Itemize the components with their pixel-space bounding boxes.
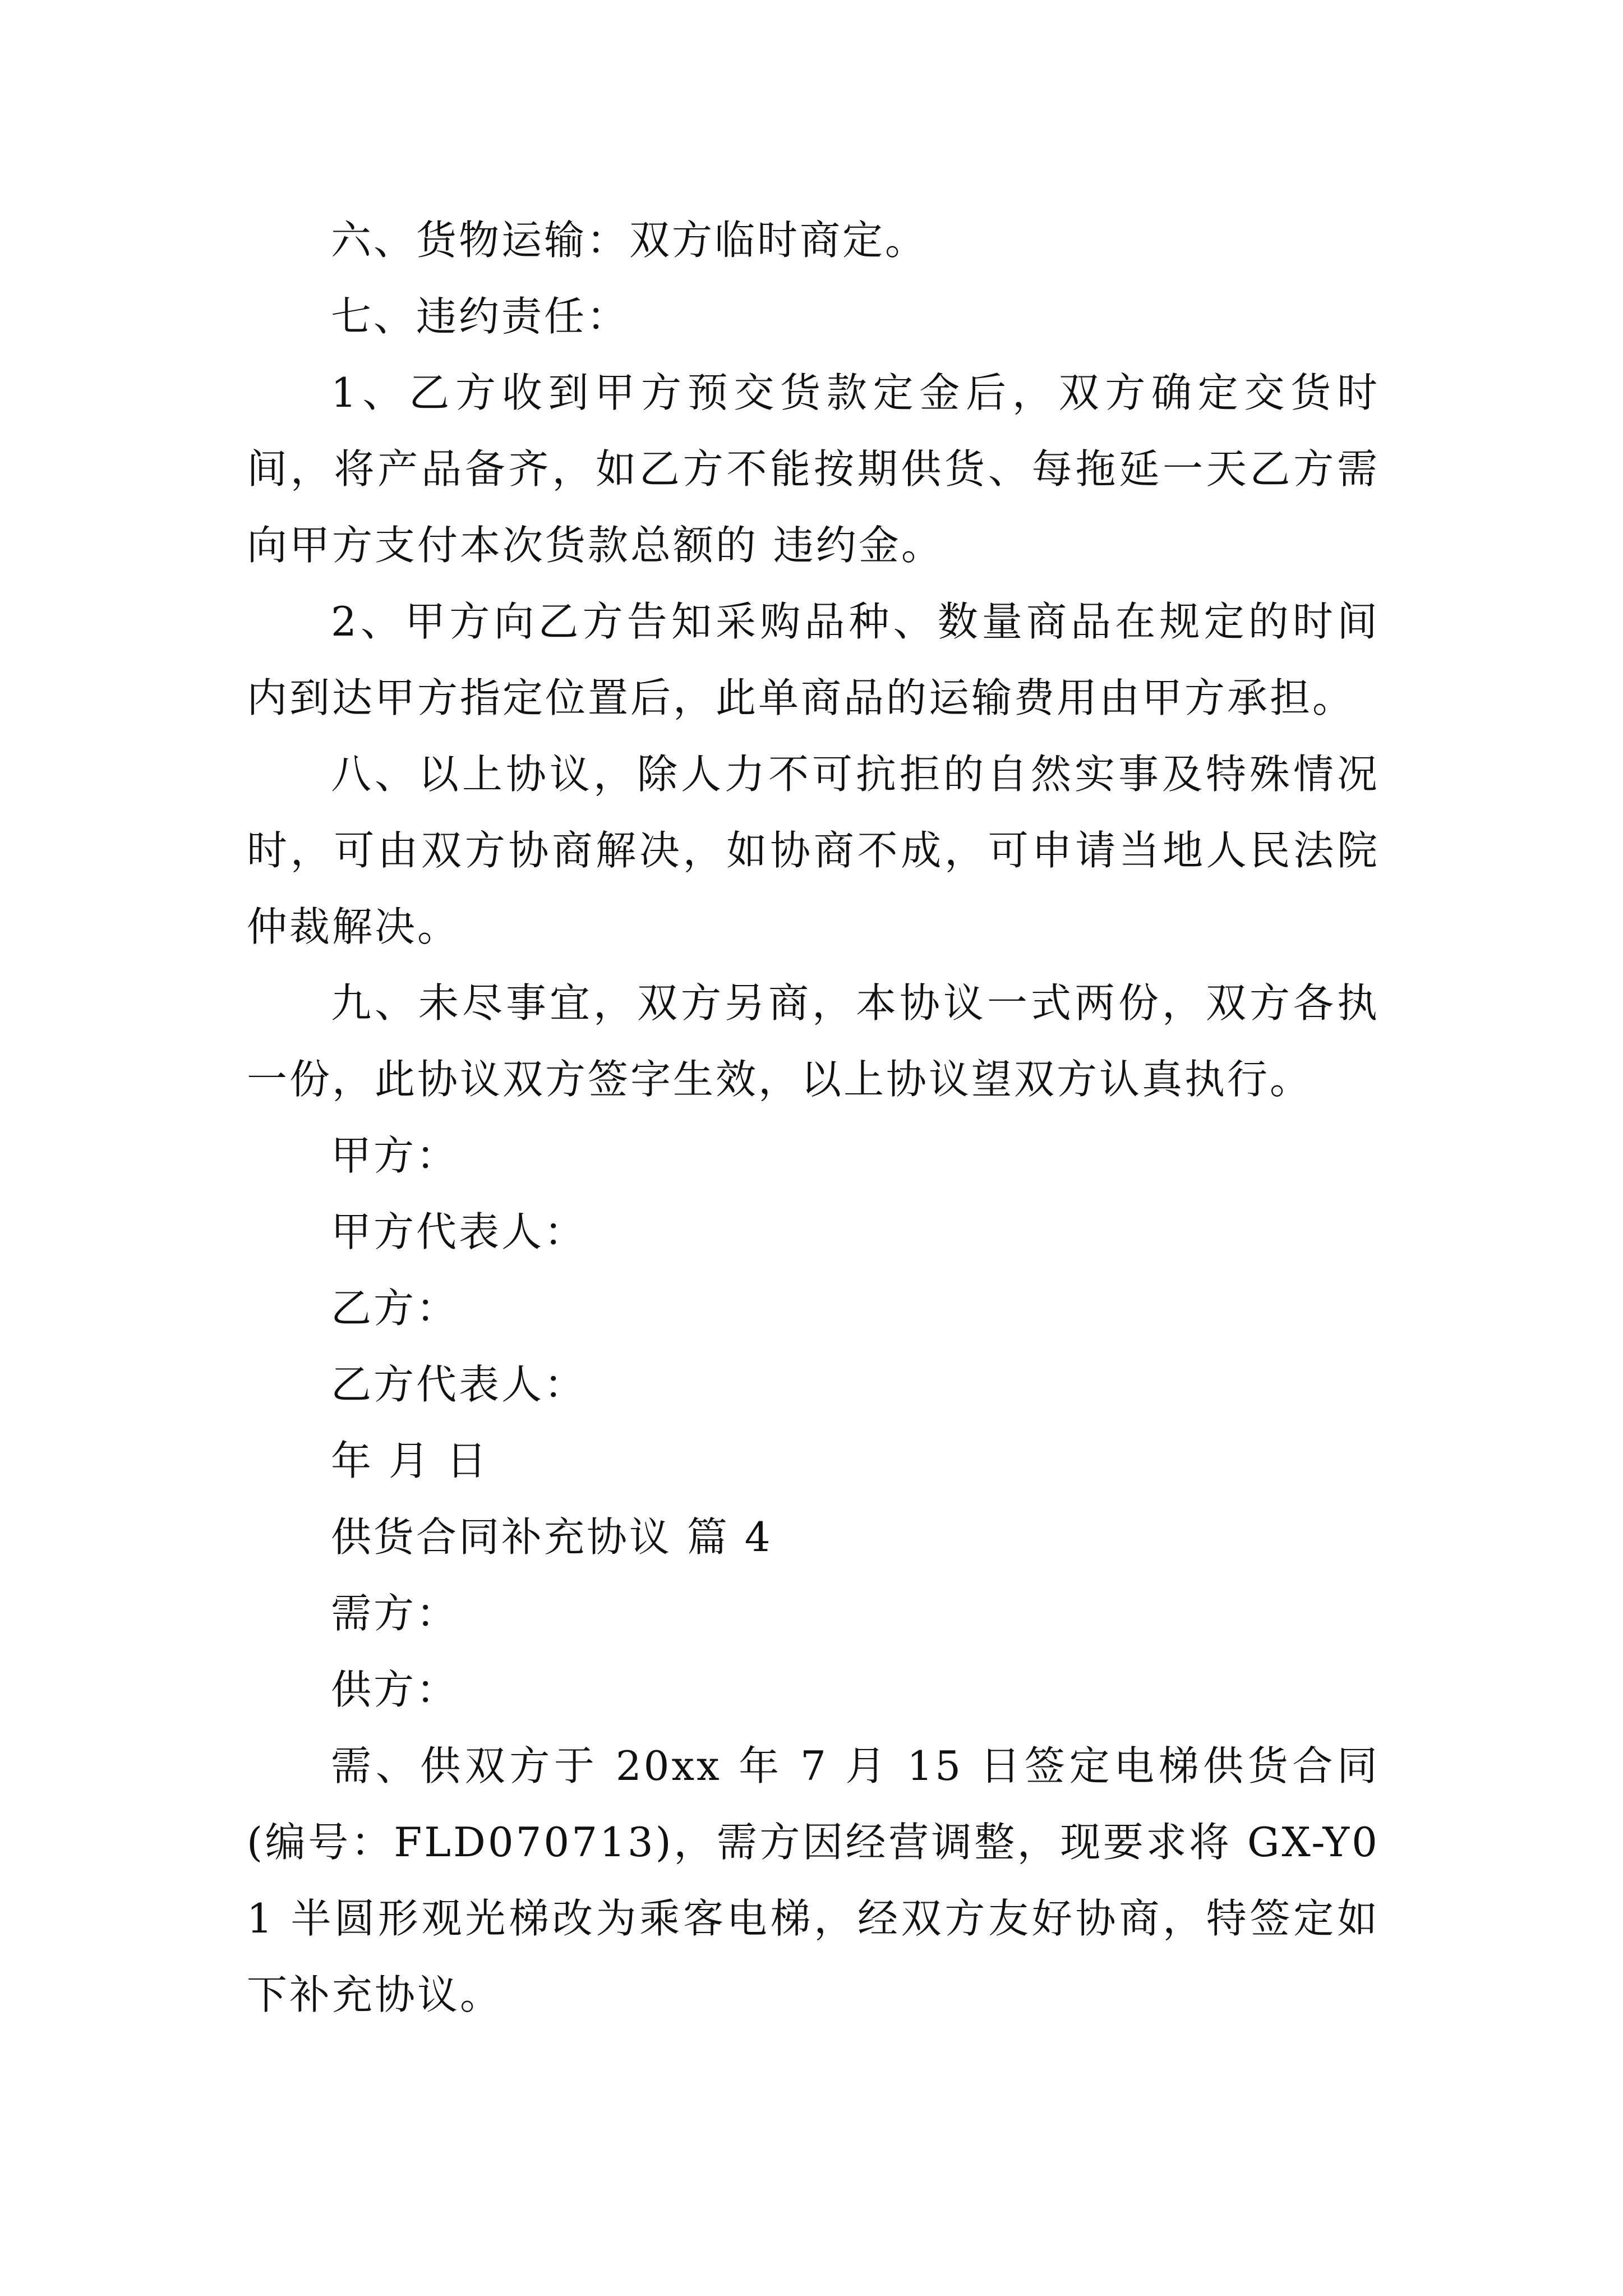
clause-liability-heading: 七、违约责任： [331,293,630,340]
signature-party-a: 甲方： [331,1132,459,1179]
section-title: 供货合同补充协议 篇 4 [331,1513,773,1561]
supplier-label: 供方： [331,1666,459,1713]
clause-misc: 九、未尽事宜，双方另商，本协议一式两份，双方各执一份，此协议双方签字生效，以上协议望双方认真执行。 [247,979,1380,1103]
clause-transport: 六、货物运输：双方临时商定。 [331,217,928,264]
signature-party-a-rep: 甲方代表人： [331,1208,587,1255]
clause-liability-item-1: 1、乙方收到甲方预交货款定金后，双方确定交货时间，将产品备齐，如乙方不能按期供货、每拖延一天乙方需向甲方支付本次货款总额的 违约金。 [247,369,1380,569]
signature-party-b-rep: 乙方代表人： [331,1361,587,1408]
clause-dispute: 八、以上协议，除人力不可抗拒的自然实事及特殊情况时，可由双方协商解决，如协商不成，可申请当地人民法院仲裁解决。 [247,751,1380,950]
clause-liability-item-2: 2、甲方向乙方告知采购品种、数量商品在规定的时间内到达甲方指定位置后，此单商品的运输费用由甲方承担。 [247,598,1380,721]
supplement-intro: 需、供双方于 20xx 年 7 月 15 日签定电梯供货合同(编号：FLD070713)，需方因经营调整，现要求将 GX-Y01 半圆形观光梯改为乘客电梯，经双方友好协商，特签定如下补充协议。 [247,1742,1380,2018]
signature-date: 年 月 日 [331,1437,489,1484]
buyer-label: 需方： [331,1590,459,1637]
signature-party-b: 乙方： [331,1285,459,1332]
document-body [247,202,1380,2033]
